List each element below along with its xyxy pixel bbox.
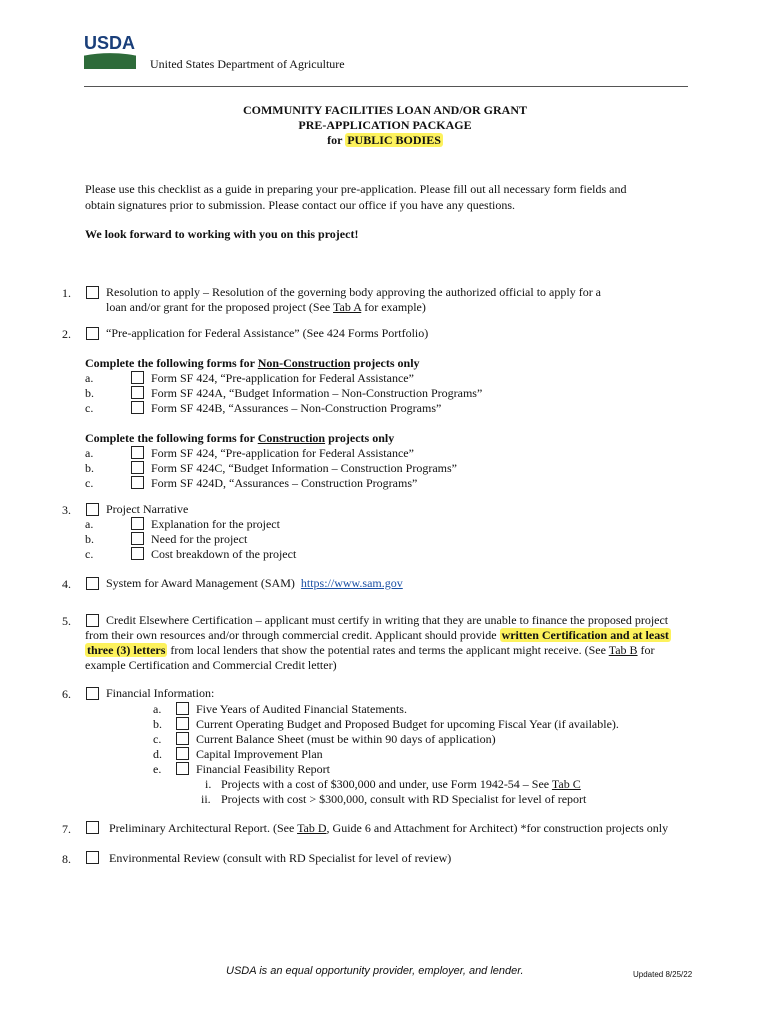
- item-6-checkbox[interactable]: [86, 687, 99, 700]
- item-6-roman-ii: ii.: [201, 792, 211, 806]
- noncon-letter-a: a.: [85, 371, 94, 385]
- item-5-text-2-pre: from their own resources and/or through commercial credit. Applicant should provide: [85, 628, 500, 642]
- item-3-checkbox-b[interactable]: [131, 532, 144, 545]
- noncon-heading-pre: Complete the following forms for: [85, 356, 258, 370]
- tab-d-link[interactable]: Tab D: [297, 821, 327, 835]
- con-checkbox-c[interactable]: [131, 476, 144, 489]
- item-6-sub-a: Five Years of Audited Financial Statements.: [196, 702, 407, 716]
- noncon-checkbox-a[interactable]: [131, 371, 144, 384]
- item-7-number: 7.: [62, 822, 71, 836]
- header-divider: [84, 86, 688, 87]
- item-6-checkbox-b[interactable]: [176, 717, 189, 730]
- item-6-roman-i-text: [221, 777, 581, 792]
- item-7-text: [109, 821, 668, 836]
- item-3-sub-b: Need for the project: [151, 532, 248, 546]
- intro-line-1: Please use this checklist as a guide in preparing your pre-application. Please fill out all necessary form fields and: [85, 182, 627, 196]
- item-3-checkbox-a[interactable]: [131, 517, 144, 530]
- item-6-roman-i: i.: [205, 777, 212, 791]
- con-heading-post: projects only: [325, 431, 395, 445]
- item-5-text-3-post: from local lenders that show the potential rates and terms the applicant might receive. (See: [167, 643, 609, 657]
- item-3-number: 3.: [62, 503, 71, 517]
- item-2-number: 2.: [62, 327, 71, 341]
- item-2-text: “Pre-application for Federal Assistance” (See 424 Forms Portfolio): [106, 326, 429, 340]
- page-subtitle: PRE-APPLICATION PACKAGE: [298, 118, 472, 132]
- noncon-form-c: Form SF 424B, “Assurances – Non-Construction Programs”: [151, 401, 442, 415]
- tab-a-link[interactable]: Tab A: [333, 300, 362, 314]
- noncon-form-b: Form SF 424A, “Budget Information – Non-Construction Programs”: [151, 386, 483, 400]
- noncon-heading-post: projects only: [350, 356, 420, 370]
- item-3-letter-a: a.: [85, 517, 94, 531]
- item-1-text-2-post: for example): [361, 300, 426, 314]
- usda-logo: [84, 33, 136, 69]
- con-letter-a: a.: [85, 446, 94, 460]
- page-title: COMMUNITY FACILITIES LOAN AND/OR GRANT: [242, 103, 528, 117]
- item-6-checkbox-a[interactable]: [176, 702, 189, 715]
- item-6-roman-i-pre: Projects with a cost of $300,000 and under, use Form 1942-54 – See: [221, 777, 552, 791]
- item-4-text: System for Award Management (SAM): [106, 576, 295, 590]
- item-6-checkbox-e[interactable]: [176, 762, 189, 775]
- item-2-checkbox[interactable]: [86, 327, 99, 340]
- noncon-letter-b: b.: [85, 386, 94, 400]
- item-1-text: Resolution to apply – Resolution of the governing body approving the authorized official to apply for a: [106, 285, 602, 299]
- item-1-number: 1.: [62, 286, 71, 300]
- item-7-post: , Guide 6 and Attachment for Architect) *for construction projects only: [326, 821, 669, 835]
- item-5-text-3-end: for: [637, 643, 655, 657]
- letters-highlight: three (3) letters: [87, 643, 166, 657]
- item-7-checkbox[interactable]: [86, 821, 99, 834]
- item-6-letter-d: d.: [153, 747, 162, 761]
- item-5-text: Credit Elsewhere Certification – applicant must certify in writing that they are unable to finance the proposed project: [106, 613, 669, 627]
- intro-closing: We look forward to working with you on this project!: [85, 227, 359, 241]
- item-6-sub-c: Current Balance Sheet (must be within 90 days of application): [196, 732, 496, 746]
- item-5-checkbox[interactable]: [86, 614, 99, 627]
- item-1-text-2: [106, 300, 426, 315]
- con-form-c: Form SF 424D, “Assurances – Construction Programs”: [151, 476, 418, 490]
- intro-line-2: obtain signatures prior to submission. Please contact our office if you have any questions.: [85, 198, 516, 212]
- noncon-letter-c: c.: [85, 401, 94, 415]
- con-letter-c: c.: [85, 476, 94, 490]
- noncon-checkbox-c[interactable]: [131, 401, 144, 414]
- item-6-checkbox-c[interactable]: [176, 732, 189, 745]
- item-5-text-3: [85, 643, 655, 658]
- item-6-letter-b: b.: [153, 717, 162, 731]
- svg-text:USDA: USDA: [84, 33, 136, 53]
- item-5-text-4: example Certification and Commercial Credit letter): [85, 658, 337, 672]
- con-form-b: Form SF 424C, “Budget Information – Construction Programs”: [151, 461, 457, 475]
- audience-for: for: [327, 133, 343, 147]
- con-heading-u: Construction: [257, 431, 326, 445]
- item-8-checkbox[interactable]: [86, 851, 99, 864]
- audience-highlight: PUBLIC BODIES: [347, 133, 441, 147]
- con-checkbox-b[interactable]: [131, 461, 144, 474]
- audience-line: [0, 133, 770, 148]
- item-8-number: 8.: [62, 852, 71, 866]
- item-3-letter-c: c.: [85, 547, 94, 561]
- item-4-line: [106, 576, 403, 591]
- item-3-checkbox[interactable]: [86, 503, 99, 516]
- item-4-checkbox[interactable]: [86, 577, 99, 590]
- item-3-checkbox-c[interactable]: [131, 547, 144, 560]
- item-5-text-2: [85, 628, 671, 643]
- con-heading: [85, 431, 394, 446]
- item-3-text: Project Narrative: [106, 502, 189, 516]
- item-1-text-2-pre: loan and/or grant for the proposed project (See: [106, 300, 334, 314]
- item-6-roman-ii-text: Projects with cost > $300,000, consult with RD Specialist for level of report: [221, 792, 587, 806]
- updated-date: Updated 8/25/22: [633, 970, 693, 979]
- item-6-checkbox-d[interactable]: [176, 747, 189, 760]
- con-checkbox-a[interactable]: [131, 446, 144, 459]
- item-6-sub-b: Current Operating Budget and Proposed Budget for upcoming Fiscal Year (if available).: [196, 717, 619, 731]
- tab-c-link[interactable]: Tab C: [551, 777, 581, 791]
- item-4-number: 4.: [62, 577, 71, 591]
- item-5-number: 5.: [62, 614, 71, 628]
- item-6-number: 6.: [62, 687, 71, 701]
- noncon-form-a: Form SF 424, “Pre-application for Federal Assistance”: [151, 371, 414, 385]
- item-7-pre: Preliminary Architectural Report. (See: [109, 821, 298, 835]
- tab-b-link[interactable]: Tab B: [608, 643, 638, 657]
- equal-opportunity-notice: USDA is an equal opportunity provider, employer, and lender.: [226, 965, 524, 977]
- item-8-text: Environmental Review (consult with RD Specialist for level of review): [109, 851, 452, 865]
- agency-name: United States Department of Agriculture: [150, 57, 345, 71]
- item-1-checkbox[interactable]: [86, 286, 99, 299]
- noncon-heading: [85, 356, 420, 371]
- usda-logo-graphic: [84, 33, 136, 69]
- item-3-sub-c: Cost breakdown of the project: [151, 547, 297, 561]
- certification-highlight: written Certification and at least: [501, 628, 669, 642]
- item-3-letter-b: b.: [85, 532, 94, 546]
- con-letter-b: b.: [85, 461, 94, 475]
- item-6-text: Financial Information:: [106, 686, 215, 700]
- item-6-sub-d: Capital Improvement Plan: [196, 747, 323, 761]
- item-6-letter-a: a.: [153, 702, 162, 716]
- item-6-sub-e: Financial Feasibility Report: [196, 762, 330, 776]
- item-6-letter-e: e.: [153, 762, 162, 776]
- con-heading-pre: Complete the following forms for: [85, 431, 258, 445]
- con-form-a: Form SF 424, “Pre-application for Federal Assistance”: [151, 446, 414, 460]
- item-6-letter-c: c.: [153, 732, 162, 746]
- noncon-checkbox-b[interactable]: [131, 386, 144, 399]
- sam-link[interactable]: https://www.sam.gov: [300, 576, 403, 590]
- noncon-heading-u: Non-Construction: [257, 356, 351, 370]
- item-3-sub-a: Explanation for the project: [151, 517, 280, 531]
